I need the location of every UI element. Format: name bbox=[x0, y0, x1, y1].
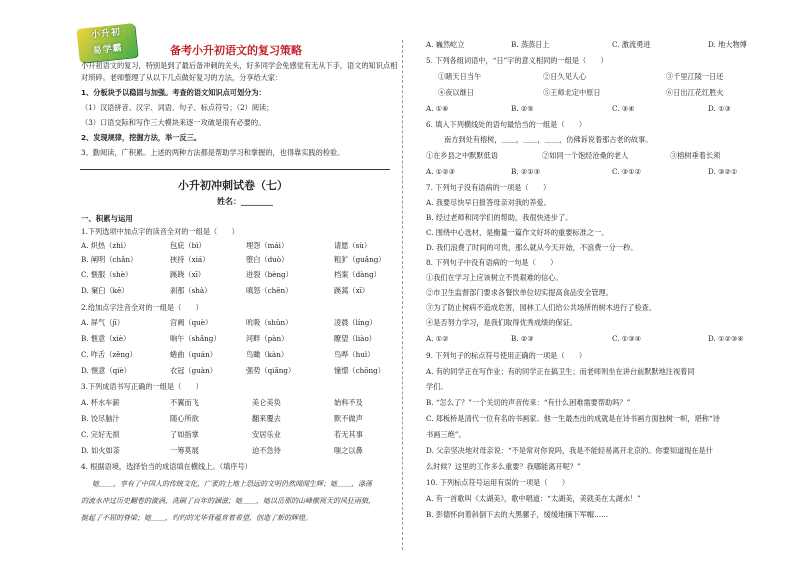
question-2: 2.给加点字注音全对的一组是（ ） bbox=[81, 303, 203, 312]
q9-option-d-cont: 么时候？这里的工作多么重要？我哪能离开呢？” bbox=[426, 462, 581, 471]
intro-line-5: （3）口语交际和写作三大模块来逐一攻破是很有必要的。 bbox=[81, 118, 266, 127]
q9-option-d: D. 父亲坚决地对母亲说：“不是常对你说吗，我是不能轻易离开北京的。你要知道现在是什 bbox=[426, 446, 713, 455]
q1-opt: 蹊蒿（xī） bbox=[334, 286, 370, 295]
q5-choice: A. ①⑥ bbox=[426, 104, 449, 113]
q5-item: ①睹天日当午 bbox=[438, 72, 482, 81]
q1-opt: 堕白（duò） bbox=[246, 255, 289, 264]
q3-opt: 不翼而飞 bbox=[170, 398, 199, 407]
section-divider bbox=[80, 169, 390, 170]
question-8: 8. 下列句子中没有语病的一句是（ ） bbox=[426, 258, 558, 267]
q1-opt: C. 惬服（shè） bbox=[81, 270, 133, 279]
intro-line-1: 小升初语文的复习，特别是到了最后备冲刺的关头，好多同学会免感觉有无从下手，语文的知识点相 bbox=[81, 61, 398, 70]
q4-choice: A. 巍然屹立 bbox=[426, 40, 465, 49]
q2-opt: 鸟哗（huì） bbox=[334, 350, 375, 359]
q7-option-a: A. 我要尽快早日报答母亲对我的养爱。 bbox=[426, 198, 551, 207]
q2-opt: 瞭望（liào） bbox=[334, 334, 376, 343]
q2-opt: 鸟瞰（kàn） bbox=[246, 350, 289, 359]
q3-opt: C. 完好无损 bbox=[81, 430, 120, 439]
q2-opt: A. 屏气（jī） bbox=[81, 318, 125, 327]
q1-opt: 嗔怒（chēn） bbox=[246, 286, 293, 295]
q3-opt: 安居乐业 bbox=[252, 430, 281, 439]
section-heading-1: 一、积累与运用 bbox=[81, 214, 133, 223]
question-3: 3.下列成语书写正确的一组是（ ） bbox=[81, 382, 203, 391]
q3-opt: 随心所欲 bbox=[170, 414, 199, 423]
question-5: 5. 下列各组词语中，“日”字的意义相同的一组是（ ） bbox=[426, 56, 608, 65]
q9-option-c-cont: 书画三绝”。 bbox=[426, 430, 466, 439]
q4-choice: C. 激流勇进 bbox=[612, 40, 651, 49]
question-9: 9. 下列句子的标点符号使用正确的一项是（ ） bbox=[426, 351, 587, 360]
q6-part: ③榕树垂着长须 bbox=[670, 151, 721, 160]
brand-logo bbox=[76, 23, 137, 63]
q1-opt: D. 窠臼（kē） bbox=[81, 286, 129, 295]
intro-line-6: 2、发现规律，挖掘方法，举一反三。 bbox=[81, 133, 202, 142]
q6-choice: D. ③②① bbox=[708, 167, 738, 176]
question-6: 6. 填入下列横线处的语句最恰当的一组是（ ） bbox=[426, 120, 587, 129]
q9-option-a: A. 有的同学正在写作业；有的同学正在搞卫生；而老师则坐在讲台前默默地注视着同 bbox=[426, 367, 695, 376]
q6-part: ②如同一个饱经沧桑的老人 bbox=[542, 151, 629, 160]
q1-opt: 刹那（shà） bbox=[170, 286, 212, 295]
q3-opt: 了如指掌 bbox=[170, 430, 199, 439]
q3-opt: B. 饺尽脑汁 bbox=[81, 414, 120, 423]
q8-choice: D. ①②③④ bbox=[708, 334, 744, 343]
q3-opt: 若无其事 bbox=[334, 430, 363, 439]
q2-opt: 晌午（shǎng） bbox=[170, 334, 221, 343]
q3-opt: 默不做声 bbox=[334, 414, 363, 423]
q8-sentence-3: ③为了防止树病不造成危害，园林工人们给公共场所的树木进行了检查。 bbox=[426, 303, 657, 312]
q7-option-c: C. 围绕中心选材，是衡量一篇作文好坏的重要标准之一。 bbox=[426, 228, 609, 237]
q1-opt: 挟持（xiá） bbox=[170, 255, 210, 264]
logo-line1: 小升初 bbox=[90, 27, 122, 41]
question-10: 10. 下列标点符号运用有误的一项是（ ） bbox=[426, 478, 570, 487]
q6-part: ①在乡县之中默默低语 bbox=[426, 151, 498, 160]
q2-opt: 憧憬（chōng） bbox=[334, 366, 385, 375]
q5-item: ③千里江陵一日还 bbox=[666, 72, 724, 81]
q6-sentence: 南方到处有榕树，＿＿，＿＿，＿＿，仿佛诉说着那古老的故事。 bbox=[444, 135, 653, 144]
logo-line2: 易学霸 bbox=[92, 43, 124, 57]
q4-passage-line-3: 挺起了不屈的脊梁；她＿＿，灼灼的光华背蕴育着希望，创造了新的辉煌。 bbox=[81, 514, 312, 522]
q3-opt: 翻来覆去 bbox=[252, 414, 281, 423]
q3-opt: 始料不及 bbox=[334, 398, 363, 407]
q2-opt: C. 咋舌（zěng） bbox=[81, 350, 137, 359]
q8-choice: C. ①③④ bbox=[612, 334, 642, 343]
q1-opt: 档案（dàng） bbox=[334, 270, 381, 279]
q1-opt: 包庇（bì） bbox=[170, 241, 206, 250]
q10-option-b: B. 彭德怀向着斜倒下去的大黑骡子，缓缓地摘下军帽…… bbox=[426, 510, 609, 519]
q5-item: ⑥日出江花红胜火 bbox=[666, 88, 724, 97]
q9-option-a-cont: 学们。 bbox=[426, 382, 448, 391]
q2-opt: 凌晨（líng） bbox=[334, 318, 377, 327]
q1-opt: A. 炽热（zhì） bbox=[81, 241, 131, 250]
q9-option-c: C. 郑板桥是清代一位有名的书画家。他一生最杰出的成就是在诗书画方面独树一帜，堪称“诗 bbox=[426, 414, 720, 423]
q8-choice: B. ②③ bbox=[511, 334, 534, 343]
q1-opt: 请愿（sù） bbox=[334, 241, 372, 250]
q4-passage-line-2: 的流水冲过历史翻卷的漩涡，洗刷了百年的溷滋；她＿＿，她以岳那的山峰傲视天的风狂雨狼， bbox=[81, 497, 375, 505]
q1-opt: 粗犷（guǎng） bbox=[334, 255, 386, 264]
q2-opt: B. 惬意（xiè） bbox=[81, 334, 131, 343]
q1-opt: 迸裂（bèng） bbox=[246, 270, 293, 279]
q7-option-b: B. 经过老师和同学们的帮助，我很快进步了。 bbox=[426, 213, 573, 222]
q3-opt: D. 如火如荼 bbox=[81, 446, 120, 455]
strategy-title: 备考小升初语文的复习策略 bbox=[170, 44, 302, 57]
q5-choice: B. ②⑤ bbox=[511, 104, 534, 113]
q8-sentence-4: ④是否努力学习，是我们取得优秀成绩的保证。 bbox=[426, 318, 577, 327]
q5-choice: D. ①③ bbox=[708, 104, 731, 113]
q3-opt: 美仑美奂 bbox=[252, 398, 281, 407]
name-field: 姓名：________ bbox=[217, 197, 273, 206]
question-4: 4. 根据语境，选择恰当的成语填在横线上。（填序号） bbox=[81, 462, 252, 471]
q8-choice: A. ①② bbox=[426, 334, 449, 343]
q1-opt: B. 阐明（chǎn） bbox=[81, 255, 138, 264]
q2-opt: 衣冠（guàn） bbox=[170, 366, 217, 375]
column-divider bbox=[402, 40, 403, 550]
q5-item: ②日久见人心 bbox=[543, 72, 587, 81]
q2-opt: D. 惬意（qiè） bbox=[81, 366, 131, 375]
q1-opt: 蹊跷（xī） bbox=[170, 270, 206, 279]
q3-opt: 一筹莫展 bbox=[170, 446, 199, 455]
q6-choice: B. ②①③ bbox=[511, 167, 541, 176]
q3-opt: 嗤之以鼻 bbox=[334, 446, 363, 455]
q5-item: ⑤王师北定中原日 bbox=[543, 88, 601, 97]
paper-title: 小升初冲刺试卷（七） bbox=[178, 179, 288, 192]
q4-choice: D. 地大物博 bbox=[708, 40, 747, 49]
q4-passage-line-1: 她＿＿，享有了中国人的传统文化，广袤的土地上恐远的文明仍然闻闻生辉；她＿＿，涤荡 bbox=[92, 480, 372, 488]
q6-choice: C. ③①② bbox=[612, 167, 642, 176]
question-7: 7. 下列句子没有语病的一项是（ ） bbox=[426, 183, 551, 192]
q8-sentence-1: ①我们在学习上应该树立不畏艰难的信心。 bbox=[426, 273, 563, 282]
q10-option-a: A. 有一首歌叫《太湖美》，歌中唱道：“太湖美，美就美在太湖水！” bbox=[426, 494, 641, 503]
q4-choice: B. 蒸蒸日上 bbox=[511, 40, 550, 49]
q1-opt: 埋怨（mái） bbox=[246, 241, 289, 250]
q3-opt: A. 杯水车薪 bbox=[81, 398, 120, 407]
intro-line-7: 3、勤阅读，广积累。上述的两种方法都是帮助学习和掌握的，也得靠实践的检验。 bbox=[81, 148, 345, 157]
q8-sentence-2: ②市卫生监督部门要求各餐饮单位切实提高食品安全管理。 bbox=[426, 288, 613, 297]
intro-line-3: 1、分板块予以稳固与加强。考查的语文知识点可划分为： bbox=[81, 88, 266, 97]
intro-line-2: 对琐碎。老师整理了从以下几点做好复习的方法，分享给大家： bbox=[81, 73, 283, 82]
q2-opt: 强势（qiǎng） bbox=[246, 366, 296, 375]
q6-choice: A. ①②③ bbox=[426, 167, 456, 176]
question-1: 1.下列选项中加点字的读音全对的一组是（ ） bbox=[81, 227, 239, 236]
q2-opt: 蜷曲（quán） bbox=[170, 350, 217, 359]
q2-opt: 吮吸（shǔn） bbox=[246, 318, 293, 327]
q5-item: ④夜以继日 bbox=[438, 88, 474, 97]
q5-choice: C. ③④ bbox=[612, 104, 635, 113]
intro-line-4: （1）汉语拼音、汉字、词语、句子、标点符号；（2）阅读； bbox=[81, 103, 274, 112]
q3-opt: 迫不急待 bbox=[252, 446, 281, 455]
q7-option-d: D. 我们浪费了时间的可贵，那么就从今天开始，不浪费一分一秒。 bbox=[426, 243, 638, 252]
q2-opt: 河畔（pàn） bbox=[246, 334, 289, 343]
q9-option-b: B. “怎么了？”一个关切的声音传来：“有什么困难需要帮助吗？” bbox=[426, 398, 631, 407]
q2-opt: 宫阙（què） bbox=[170, 318, 213, 327]
